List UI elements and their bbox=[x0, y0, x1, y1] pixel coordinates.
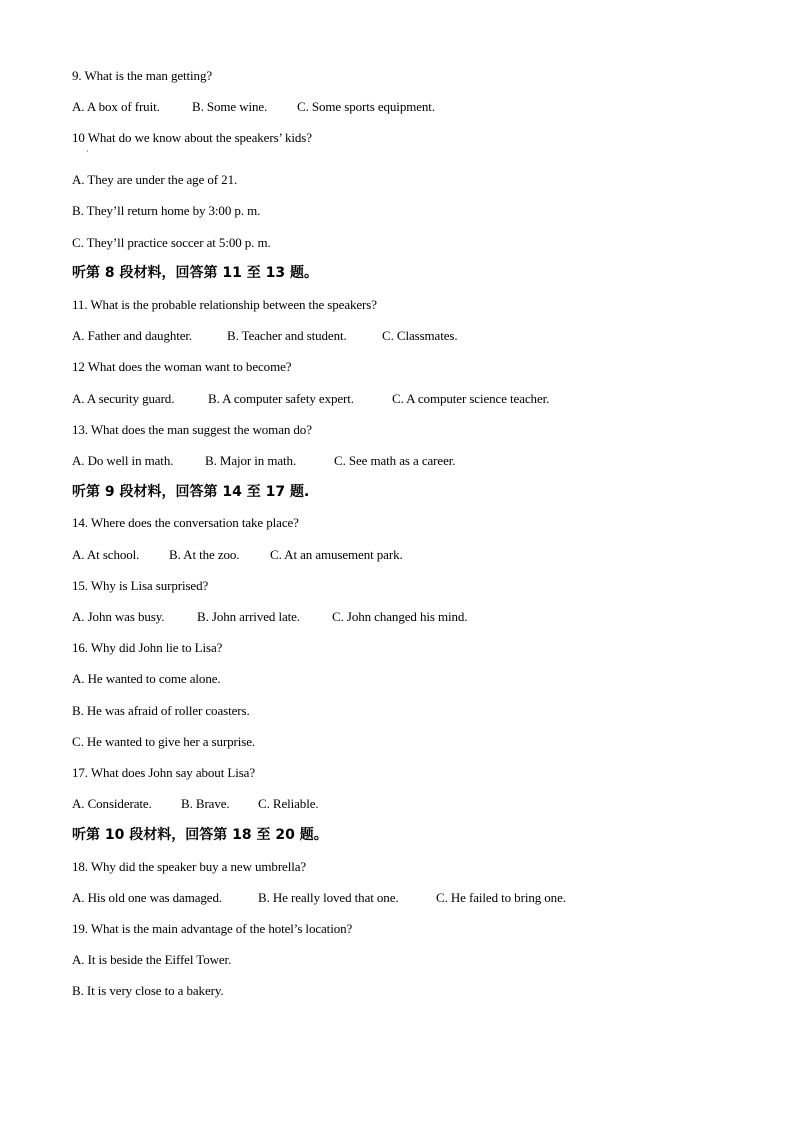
question-19: 19. What is the main advantage of the hotel’s location? bbox=[72, 921, 353, 936]
section-heading-10: 听第 10 段材料，回答第 18 至 20 题。 bbox=[72, 827, 328, 843]
stray-mark: · bbox=[86, 147, 89, 156]
question-10: 10 What do we know about the speakers’ kids? bbox=[72, 130, 312, 145]
options-13 bbox=[72, 453, 455, 469]
options-11 bbox=[72, 328, 458, 344]
option-b: B. John arrived late. bbox=[197, 609, 300, 624]
option-16-b: B. He was afraid of roller coasters. bbox=[72, 703, 250, 718]
option-c: C. A computer science teacher. bbox=[392, 391, 550, 406]
question-15: 15. Why is Lisa surprised? bbox=[72, 578, 209, 593]
option-10-b: B. They’ll return home by 3:00 p. m. bbox=[72, 203, 261, 218]
options-14 bbox=[72, 547, 403, 563]
options-18 bbox=[72, 890, 566, 906]
question-11: 11. What is the probable relationship between the speakers? bbox=[72, 297, 377, 312]
question-16: 16. Why did John lie to Lisa? bbox=[72, 640, 223, 655]
option-c: C. Classmates. bbox=[382, 328, 458, 343]
option-a: A. A security guard. bbox=[72, 391, 175, 406]
question-17: 17. What does John say about Lisa? bbox=[72, 765, 256, 780]
options-9 bbox=[72, 99, 435, 115]
option-a: A. Do well in math. bbox=[72, 453, 174, 468]
option-b: B. Some wine. bbox=[192, 99, 268, 114]
section-heading-9: 听第 9 段材料，回答第 14 至 17 题. bbox=[72, 484, 310, 500]
option-b: B. At the zoo. bbox=[169, 547, 240, 562]
option-a: A. Father and daughter. bbox=[72, 328, 193, 343]
option-a: A. John was busy. bbox=[72, 609, 165, 624]
question-14: 14. Where does the conversation take place? bbox=[72, 515, 299, 530]
option-16-a: A. He wanted to come alone. bbox=[72, 671, 221, 686]
option-19-b: B. It is very close to a bakery. bbox=[72, 983, 224, 998]
option-10-c: C. They’ll practice soccer at 5:00 p. m. bbox=[72, 235, 271, 250]
options-17 bbox=[72, 796, 319, 812]
option-a: A. A box of fruit. bbox=[72, 99, 160, 114]
option-b: B. Teacher and student. bbox=[227, 328, 347, 343]
option-b: B. He really loved that one. bbox=[258, 890, 399, 905]
option-a: A. His old one was damaged. bbox=[72, 890, 223, 905]
option-c: C. John changed his mind. bbox=[332, 609, 468, 624]
option-b: B. A computer safety expert. bbox=[208, 391, 354, 406]
option-b: B. Major in math. bbox=[205, 453, 297, 468]
option-c: C. Some sports equipment. bbox=[297, 99, 435, 114]
question-13: 13. What does the man suggest the woman do? bbox=[72, 422, 312, 437]
question-9: 9. What is the man getting? bbox=[72, 68, 213, 83]
options-12 bbox=[72, 391, 549, 407]
option-16-c: C. He wanted to give her a surprise. bbox=[72, 734, 256, 749]
option-a: A. Considerate. bbox=[72, 796, 152, 811]
option-c: C. Reliable. bbox=[258, 796, 319, 811]
option-b: B. Brave. bbox=[181, 796, 230, 811]
question-12: 12 What does the woman want to become? bbox=[72, 359, 292, 374]
option-c: C. See math as a career. bbox=[334, 453, 456, 468]
option-c: C. At an amusement park. bbox=[270, 547, 403, 562]
option-c: C. He failed to bring one. bbox=[436, 890, 566, 905]
section-heading-8: 听第 8 段材料，回答第 11 至 13 题。 bbox=[72, 265, 318, 281]
options-15 bbox=[72, 609, 467, 625]
option-19-a: A. It is beside the Eiffel Tower. bbox=[72, 952, 232, 967]
option-10-a: A. They are under the age of 21. bbox=[72, 172, 238, 187]
question-18: 18. Why did the speaker buy a new umbrella? bbox=[72, 859, 307, 874]
option-a: A. At school. bbox=[72, 547, 140, 562]
